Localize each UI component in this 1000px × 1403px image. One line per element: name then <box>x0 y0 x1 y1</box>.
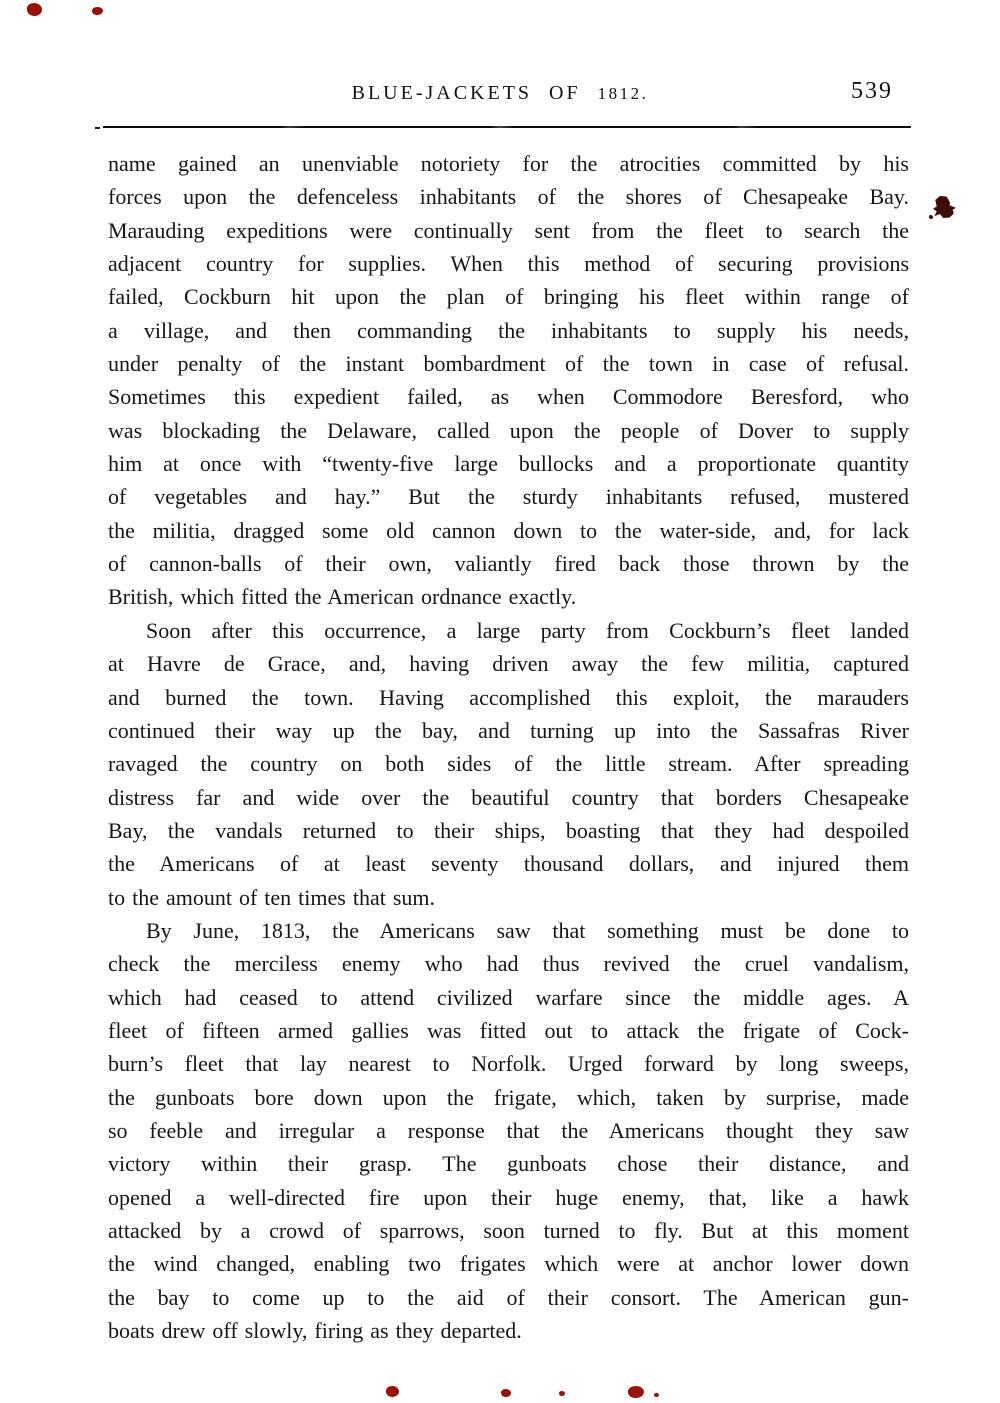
red-mark-bottom-2 <box>501 1388 512 1397</box>
red-mark-top-1 <box>26 2 42 17</box>
text-line: which had ceased to attend civilized warfare since the middle ages. A <box>108 984 909 1010</box>
text-line: opened a well-directed fire upon their huge enemy, that, like a hawk <box>108 1184 909 1210</box>
text-line: the militia, dragged some old cannon down to the water-side, and, for lack <box>108 517 909 543</box>
text-line: burn’s fleet that lay nearest to Norfolk. Urged forward by long sweeps, <box>108 1051 909 1077</box>
text-line: Marauding expeditions were continually sent from the fleet to search the <box>108 217 909 243</box>
text-line: was blockading the Delaware, called upon the people of Dover to supply <box>108 417 909 443</box>
text-line: so feeble and irregular a response that the Americans thought they saw <box>108 1117 909 1143</box>
text-line: failed, Cockburn hit upon the plan of bringing his fleet within range of <box>108 284 909 310</box>
text-line: the bay to come up to the aid of their consort. The American gun- <box>108 1284 909 1310</box>
red-mark-bottom-5 <box>654 1393 659 1398</box>
text-line: check the merciless enemy who had thus revived the cruel vandalism, <box>108 951 909 977</box>
red-mark-bottom-4 <box>627 1385 644 1399</box>
text-line: and burned the town. Having accomplished this exploit, the marauders <box>108 684 909 710</box>
text-line: at Havre de Grace, and, having driven away the few militia, captured <box>108 651 909 677</box>
text-line: fleet of fifteen armed gallies was fitted out to attack the frigate of Cock- <box>108 1017 909 1043</box>
text-line: the wind changed, enabling two frigates which were at anchor lower down <box>108 1251 909 1277</box>
running-title-year: 1812. <box>597 84 649 103</box>
red-mark-bottom-3 <box>559 1391 566 1397</box>
text-line: British, which fitted the American ordnance exactly. <box>108 584 577 610</box>
text-line: the Americans of at least seventy thousand dollars, and injured them <box>108 851 909 877</box>
red-mark-bottom-1 <box>385 1385 399 1398</box>
text-line: victory within their grasp. The gunboats chose their distance, and <box>108 1151 909 1177</box>
text-line: ravaged the country on both sides of the little stream. After spreading <box>108 751 909 777</box>
text-line: Bay, the vandals returned to their ships, boasting that they had despoiled <box>108 817 909 843</box>
ink-blot <box>933 196 956 218</box>
text-line: boats drew off slowly, firing as they departed. <box>108 1318 522 1344</box>
text-line: forces upon the defenceless inhabitants of the shores of Chesapeake Bay. <box>108 184 909 210</box>
header-rule <box>103 126 911 128</box>
text-line: Sometimes this expedient failed, as when Commodore Beresford, who <box>108 384 909 410</box>
text-line: adjacent country for supplies. When this method of securing provisions <box>108 251 909 277</box>
body-text <box>108 147 909 1347</box>
text-line: him at once with “twenty-five large bullocks and a proportionate quantity <box>108 451 909 477</box>
text-line: name gained an unenviable notoriety for the atrocities committed by his <box>108 151 909 176</box>
text-line: distress far and wide over the beautiful country that borders Chesapeake <box>108 784 909 810</box>
text-line: to the amount of ten times that sum. <box>108 884 436 910</box>
text-line: Soon after this occurrence, a large party from Cockburn’s fleet landed <box>146 617 909 643</box>
running-title-text: BLUE-JACKETS OF <box>351 82 581 104</box>
text-line: a village, and then commanding the inhabitants to supply his needs, <box>108 317 909 343</box>
text-line: continued their way up the bay, and turning up into the Sassafras River <box>108 717 909 743</box>
page-number: 539 <box>851 78 893 104</box>
text-line: the gunboats bore down upon the frigate, which, taken by surprise, made <box>108 1084 909 1110</box>
running-title <box>0 82 1000 105</box>
ink-blot-dot <box>929 215 933 219</box>
text-line: under penalty of the instant bombardment of the town in case of refusal. <box>108 351 909 377</box>
text-line: attacked by a crowd of sparrows, soon turned to fly. But at this moment <box>108 1218 909 1243</box>
text-line: of cannon-balls of their own, valiantly fired back those thrown by the <box>108 551 909 577</box>
text-line: By June, 1813, the Americans saw that something must be done to <box>146 917 909 943</box>
red-mark-top-2 <box>92 6 104 15</box>
text-line: of vegetables and hay.” But the sturdy inhabitants refused, mustered <box>108 484 909 510</box>
